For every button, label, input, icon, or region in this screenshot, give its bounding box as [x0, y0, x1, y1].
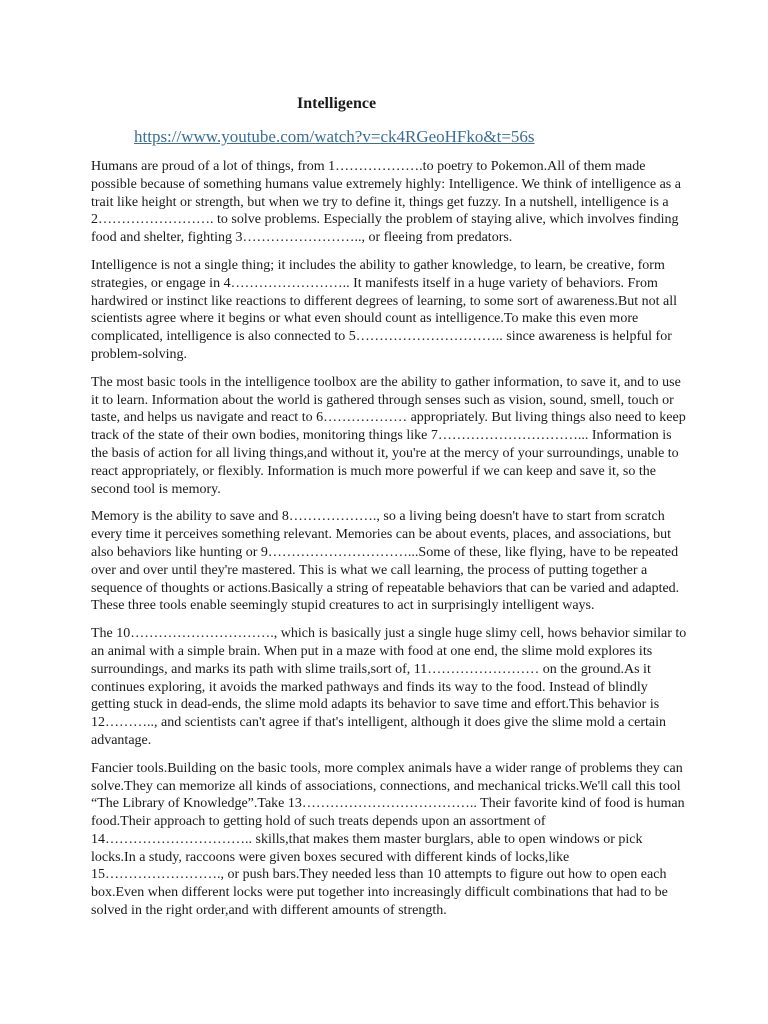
paragraph-6: Fancier tools.Building on the basic tools, more complex animals have a wider range of problems they can solve.They can memorize all kinds of associations, connections, and mechanical tricks.We'll call this tool “The Library of Knowledge”.Take 13……………………………….. Their favorite kind of food is human food.Their approach to getting hold of such treats depends upon an assortment of 14………………………….. skills,that makes them master burglars, able to open windows or pick locks.In a study, raccoons were given boxes secured with different kinds of locks,like 15……………………., or push bars.They needed less than 10 attempts to figure out how to open each box.Even when different locks were put together into increasingly difficult combinations that had to be solved in the right order,and with different amounts of strength.: [91, 760, 685, 919]
document-title: Intelligence: [297, 95, 377, 112]
paragraph-1: Humans are proud of a lot of things, from 1……………….to poetry to Pokemon.All of them made possible because of something humans value extremely highly: Intelligence. We think of intelligence as a trait like height or strength, but when we try to define it, things get fuzzy. In a nutshell, intelligence is a 2……………………. to solve problems. Especially the problem of staying alive, which involves finding food and shelter, fighting 3…………………….., or fleeing from predators.: [91, 159, 681, 246]
paragraph-4: Memory is the ability to save and 8………………., so a living being doesn't have to start from scratch every time it perceives something relevant. Memories can be about events, places, and associations, but also behaviors like hunting or 9…………………………...Some of these, like flying, have to be repeated over and over until they're mastered. This is what we call learning, the process of putting together a sequence of thoughts or actions.Basically a string of repeatable behaviors that can be varied and adapted. These three tools enable seemingly stupid creatures to act in surprisingly intelligent ways.: [91, 509, 680, 614]
paragraph-2: Intelligence is not a single thing; it includes the ability to gather knowledge, to learn, be creative, form strategies, or engage in 4…………………….. It manifests itself in a huge variety of behaviors. From hardwired or instinct like reactions to different degrees of learning, to some sort of awareness.But not all scientists agree where it begins or what even should count as intelligence.To make this even more complicated, intelligence is also connected to 5………………………….. since awareness is helpful for problem-solving.: [91, 257, 678, 362]
paragraph-5: The 10…………………………., which is basically just a single huge slimy cell, hows behavior similar to an animal with a simple brain. When put in a maze with food at one end, the slime mold explores its surroundings, and marks its path with slime trails,sort of, 11…………………… on the ground.As it continues exploring, it avoids the marked pathways and finds its way to the food. Instead of blindly getting stuck in dead-ends, the slime mold adapts its behavior to save time and effort.This behavior is 12……….., and scientists can't agree if that's intelligent, although it does give the slime mold a certain advantage.: [91, 626, 687, 748]
youtube-link[interactable]: https://www.youtube.com/watch?v=ck4RGeoHFko&t=56s: [134, 127, 535, 146]
paragraph-3: The most basic tools in the intelligence toolbox are the ability to gather information, to save it, and to use it to learn. Information about the world is gathered through senses such as vision, sound, smell, touch or taste, and helps us navigate and react to 6……………… appropriately. But living things also need to keep track of the state of their own bodies, monitoring things like 7…………………………... Information is the basis of action for all living things,and without it, you're at the mercy of your surroundings, unable to react appropriately, or flexibly. Information is much more powerful if we can keep and save it, so the second tool is memory.: [91, 374, 686, 497]
document-body: [91, 158, 687, 930]
